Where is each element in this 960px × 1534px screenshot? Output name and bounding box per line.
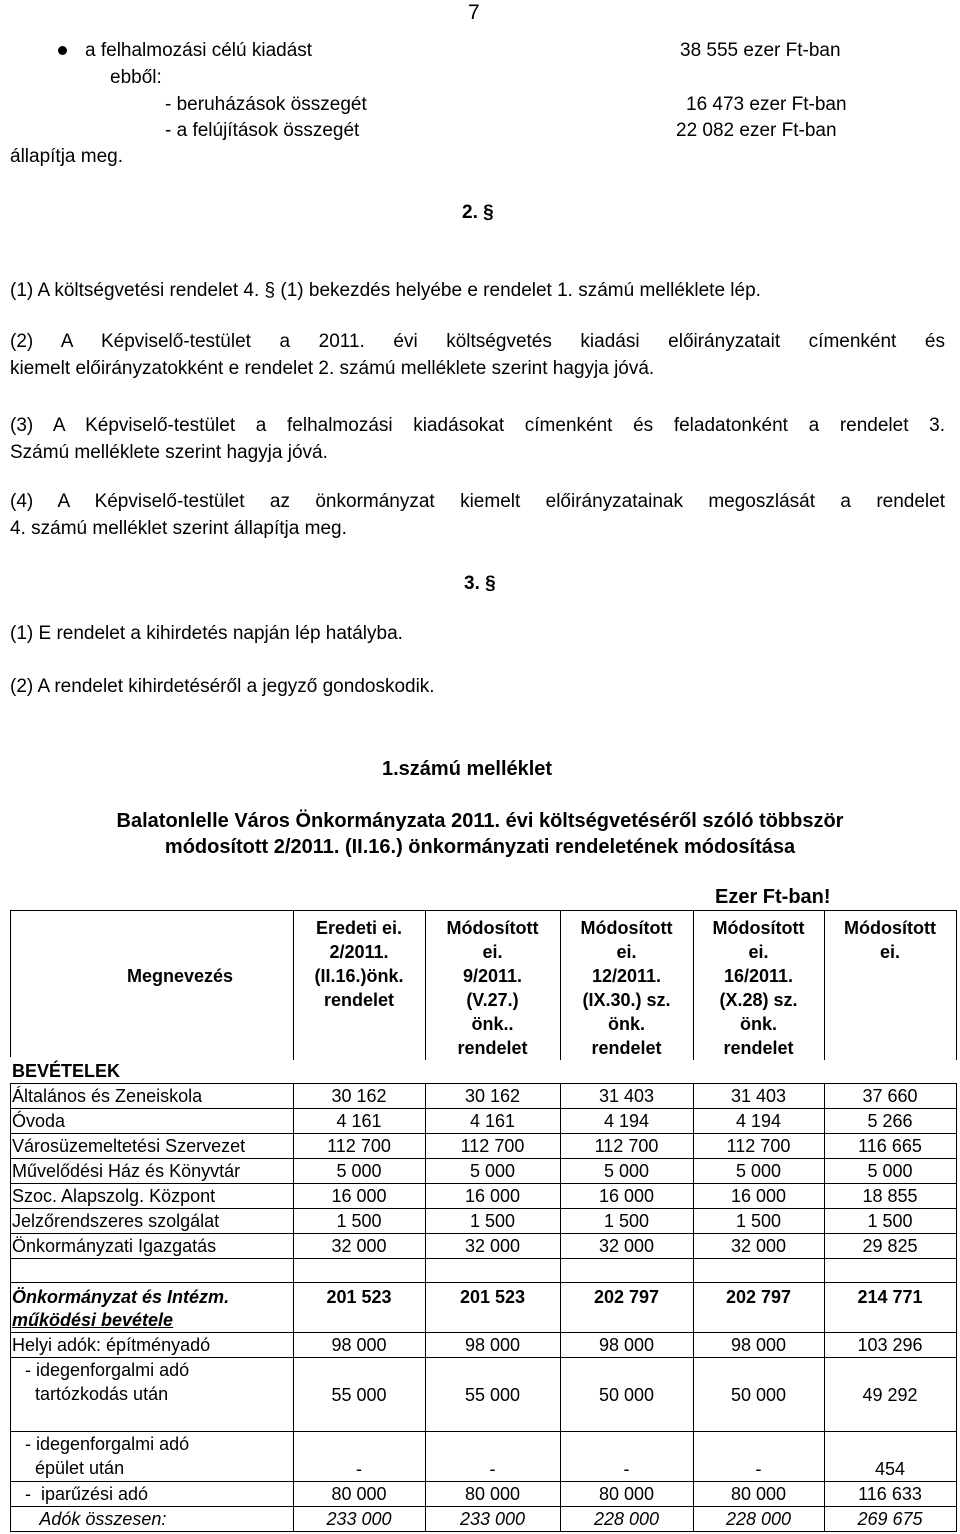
annex-title-line-2: módosított 2/2011. (II.16.) önkormányzati rendeletének módosítása	[164, 836, 796, 858]
bullet-icon	[58, 46, 67, 55]
header-name-label: Megnevezés	[126, 966, 234, 986]
header-col-2-line: Módosított	[446, 918, 539, 938]
table-cell: 80 000	[598, 1484, 655, 1504]
table-cell: 233 000	[459, 1509, 526, 1529]
table-cell: 1 500	[735, 1211, 782, 1231]
table-cell: 1 500	[336, 1211, 382, 1231]
section-2-paragraph-2-line-1: (2) A Képviselő-testület a 2011. évi költségvetés kiadási előirányzatait címenként és	[10, 331, 945, 352]
table-cell: 98 000	[730, 1335, 787, 1355]
header-col-1-line: Eredeti ei.	[315, 918, 403, 938]
header-col-3-line: (IX.30.) sz.	[582, 990, 671, 1010]
table-row-name: Művelődési Ház és Könyvtár	[12, 1161, 241, 1181]
table-cell: 202 797	[725, 1287, 792, 1307]
table-cell: 32 000	[598, 1236, 655, 1256]
annex-label: 1.számú melléklet	[382, 758, 553, 780]
annex-title-line-1: Balatonlelle Város Önkormányzata 2011. évi költségvetéséről szóló többször	[116, 810, 844, 832]
table-cell: 50 000	[730, 1385, 787, 1405]
table-cell: 50 000	[598, 1385, 655, 1405]
table-row-name: - idegenforgalmi adó	[20, 1360, 190, 1380]
table-cell: 37 660	[862, 1086, 918, 1106]
table-cell: 32 000	[331, 1236, 387, 1256]
table-cell: 228 000	[593, 1509, 660, 1529]
table-cell: 1 500	[603, 1211, 650, 1231]
table-cell: 80 000	[331, 1484, 387, 1504]
header-col-5-line: ei.	[879, 942, 900, 962]
section-2-paragraph-1: (1) A költségvetési rendelet 4. § (1) bekezdés helyébe e rendelet 1. számú melléklete lép.	[10, 280, 761, 301]
table-cell: 103 296	[857, 1335, 923, 1355]
header-col-4-line: 16/2011.	[723, 966, 794, 986]
table-row-name: működési bevétele	[12, 1310, 174, 1330]
table-cell: 55 000	[464, 1385, 521, 1405]
section-3-heading: 3. §	[464, 573, 496, 594]
table-cell: 18 855	[862, 1186, 918, 1206]
table-cell: -	[623, 1459, 630, 1479]
header-col-4	[693, 916, 824, 1060]
section-2-paragraph-4-line-1: (4) A Képviselő-testület az önkormányzat kiemelt előirányzatainak megoszlását a rendelet	[10, 491, 945, 512]
section-2-paragraph-4-line-2: 4. számú melléklet szerint állapítja meg.	[10, 518, 347, 539]
header-col-4-line: önk.	[739, 1014, 777, 1034]
header-name	[110, 964, 250, 988]
table-cell: 5 000	[603, 1161, 650, 1181]
header-col-1	[293, 916, 425, 1012]
section-label-bevetelek: BEVÉTELEK	[12, 1061, 121, 1081]
table-cell: 5 000	[469, 1161, 516, 1181]
table-cell: 202 797	[593, 1287, 660, 1307]
header-col-2-line: ei.	[482, 942, 503, 962]
table-cell: 4 194	[735, 1111, 782, 1131]
table-cell: 49 292	[862, 1385, 918, 1405]
table-row-name: - idegenforgalmi adó	[20, 1434, 190, 1454]
header-col-2-line: önk..	[471, 1014, 514, 1034]
table-row-name: Önkormányzat és Intézm.	[12, 1287, 230, 1307]
table-cell: 214 771	[857, 1287, 923, 1307]
table-cell: 112 700	[594, 1136, 659, 1156]
table-row-name: Városüzemeltetési Szervezet	[12, 1136, 246, 1156]
header-col-4-line: rendelet	[723, 1038, 794, 1058]
table-cell: 116 633	[858, 1484, 922, 1504]
header-col-1-line: rendelet	[323, 990, 395, 1010]
header-col-3-line: 12/2011.	[591, 966, 662, 986]
table-row-name: Szoc. Alapszolg. Központ	[12, 1186, 216, 1206]
table-cell: 32 000	[730, 1236, 787, 1256]
table-cell: 30 162	[331, 1086, 387, 1106]
header-col-5	[824, 916, 956, 964]
table-cell: -	[755, 1459, 762, 1479]
header-col-3-line: Módosított	[580, 918, 673, 938]
table-cell: 16 000	[730, 1186, 787, 1206]
header-col-2-line: (V.27.)	[466, 990, 519, 1010]
table-cell: 1 500	[469, 1211, 516, 1231]
table-cell: 16 000	[464, 1186, 521, 1206]
table-cell: 228 000	[725, 1509, 792, 1529]
table-cell: 98 000	[331, 1335, 387, 1355]
header-col-4-line: (X.28) sz.	[719, 990, 798, 1010]
beruhazas-value: 16 473 ezer Ft-ban	[686, 94, 847, 115]
table-cell: 4 161	[469, 1111, 516, 1131]
table-cell: 112 700	[726, 1136, 791, 1156]
ebbol-label: ebből:	[110, 67, 162, 88]
table-cell: 55 000	[331, 1385, 387, 1405]
table-cell: 5 000	[336, 1161, 382, 1181]
section-2-paragraph-3-line-1: (3) A Képviselő-testület a felhalmozási kiadásokat címenként és feladatonként a rendelet 3.	[10, 415, 945, 436]
table-cell: 201 523	[326, 1287, 392, 1307]
table-cell: 80 000	[464, 1484, 521, 1504]
table-cell: 31 403	[730, 1086, 787, 1106]
header-col-1-line: (II.16.)önk.	[314, 966, 404, 986]
unit-label: Ezer Ft-ban!	[715, 886, 831, 908]
table-cell: 31 403	[598, 1086, 655, 1106]
section-2-heading: 2. §	[462, 202, 494, 223]
table-cell: 201 523	[459, 1287, 526, 1307]
table-cell: 5 000	[867, 1161, 913, 1181]
table-cell: 32 000	[464, 1236, 521, 1256]
section-2-paragraph-2-line-2: kiemelt előirányzatokként e rendelet 2. számú melléklete szerint hagyja jóvá.	[10, 358, 655, 379]
table-cell: 30 162	[464, 1086, 521, 1106]
table-row-name: Adók összesen:	[20, 1509, 167, 1529]
table-row-name: - iparűzési adó	[20, 1484, 149, 1504]
felujitas-label: - a felújítások összegét	[165, 120, 360, 141]
table-cell: 4 161	[336, 1111, 382, 1131]
table-cell: 98 000	[598, 1335, 655, 1355]
section-3-paragraph-1: (1) E rendelet a kihirdetés napján lép hatályba.	[10, 623, 403, 644]
table-cell: 5 266	[867, 1111, 913, 1131]
table-cell: 29 825	[862, 1236, 918, 1256]
table-cell: 4 194	[603, 1111, 650, 1131]
section-2-paragraph-3-line-2: Számú melléklete szerint hagyja jóvá.	[10, 442, 328, 463]
table-cell: 269 675	[857, 1509, 923, 1529]
header-col-5-line: Módosított	[844, 918, 936, 938]
budget-table	[10, 910, 957, 1532]
table-cell: 1 500	[867, 1211, 913, 1231]
table-row-name: Önkormányzati Igazgatás	[12, 1236, 217, 1256]
beruhazas-label: - beruházások összegét	[165, 94, 367, 115]
header-col-2-line: 9/2011.	[462, 966, 523, 986]
header-col-2-line: rendelet	[457, 1038, 528, 1058]
table-row-name: Óvoda	[12, 1111, 66, 1131]
table-cell: 116 665	[858, 1136, 922, 1156]
header-col-3-line: önk.	[607, 1014, 645, 1034]
table-row-name: Jelzőrendszeres szolgálat	[12, 1211, 220, 1231]
felujitas-value: 22 082 ezer Ft-ban	[676, 120, 837, 141]
table-cell: -	[356, 1459, 362, 1479]
bullet-label: a felhalmozási célú kiadást	[85, 40, 313, 61]
table-cell: 98 000	[464, 1335, 521, 1355]
header-col-4-line: Módosított	[712, 918, 805, 938]
table-row-name: épület után	[20, 1458, 125, 1478]
header-col-1-line: 2/2011.	[329, 942, 389, 962]
header-col-3	[560, 916, 693, 1060]
table-cell: 16 000	[598, 1186, 655, 1206]
table-row-name: tartózkodás után	[20, 1384, 169, 1404]
table-cell: 112 700	[460, 1136, 525, 1156]
header-col-3-line: ei.	[616, 942, 637, 962]
table-cell: 5 000	[735, 1161, 782, 1181]
table-cell: 112 700	[327, 1136, 391, 1156]
table-cell: 454	[874, 1459, 906, 1479]
header-col-2	[425, 916, 560, 1060]
closing-text: állapítja meg.	[10, 146, 124, 167]
header-col-4-line: ei.	[748, 942, 769, 962]
table-cell: 16 000	[331, 1186, 387, 1206]
bullet-value: 38 555 ezer Ft-ban	[680, 40, 841, 61]
table-cell: 233 000	[326, 1509, 392, 1529]
table-row-name: Helyi adók: építményadó	[12, 1335, 211, 1355]
header-col-3-line: rendelet	[591, 1038, 662, 1058]
table-row-name: Általános és Zeneiskola	[12, 1086, 203, 1106]
table-cell: -	[489, 1459, 496, 1479]
page-number: 7	[468, 1, 480, 24]
section-3-paragraph-2: (2) A rendelet kihirdetéséről a jegyző gondoskodik.	[10, 676, 435, 697]
table-cell: 80 000	[730, 1484, 787, 1504]
